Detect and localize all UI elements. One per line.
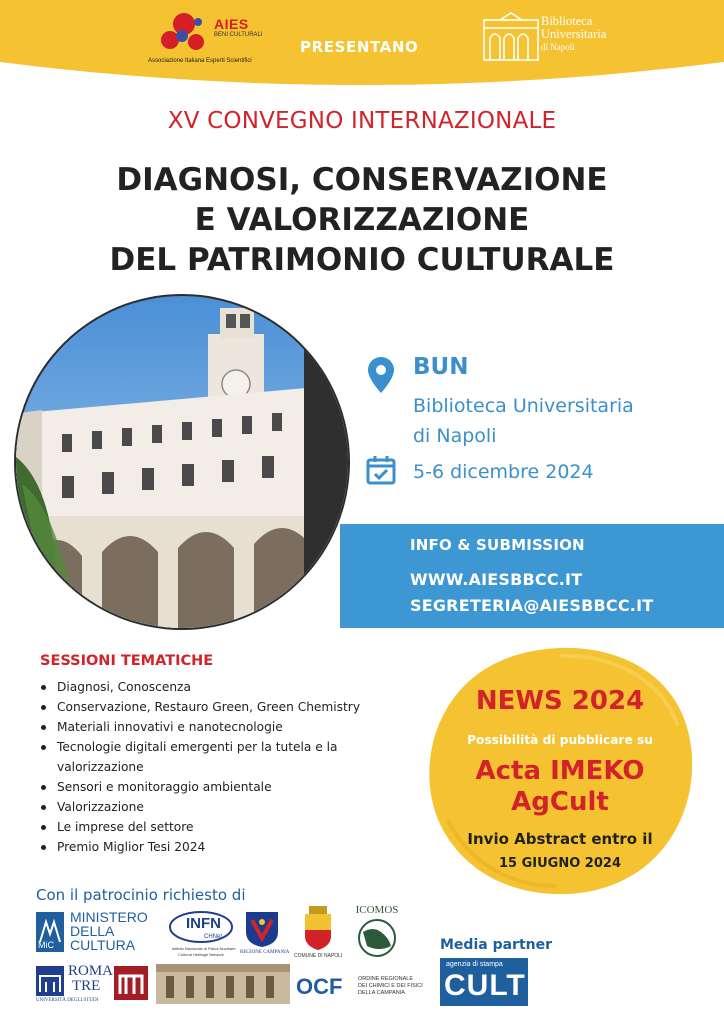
roma-tre-logo <box>36 964 112 1004</box>
venue-short: BUN <box>413 354 469 380</box>
main-title-line3: DEL PATRIMONIO CULTURALE <box>109 242 615 278</box>
infn-caption2: Cultural Heritage Network <box>178 952 224 957</box>
abstract-deadline-date: 15 GIUGNO 2024 <box>499 856 621 871</box>
session-item: Sensori e monitoraggio ambientale <box>38 777 418 797</box>
info-title: INFO & SUBMISSION <box>410 536 585 554</box>
campania-emblem-icon <box>244 910 280 948</box>
mic-line2: DELLA <box>70 923 115 939</box>
event-date: 5-6 dicembre 2024 <box>413 461 594 483</box>
museum-m-logo <box>114 966 148 1000</box>
cult-agency-text: agenzia di stampa <box>446 961 503 968</box>
infn-sub: CHNet <box>204 934 223 940</box>
cult-text: CULT <box>444 969 526 1002</box>
ocf-line1: ORDINE REGIONALE <box>358 976 414 982</box>
roma-tre-line1: ROMA <box>68 963 114 979</box>
presentano-label: PRESENTANO <box>300 38 419 56</box>
mic-abbr: MiC <box>38 940 54 950</box>
napoli-emblem-icon <box>303 906 333 950</box>
campania-text: REGIONE CAMPANIA <box>240 950 290 955</box>
session-item: Tecnologie digitali emergenti per la tutela e la valorizzazione <box>38 737 418 777</box>
venue-name-line2: di Napoli <box>413 425 497 447</box>
comune-napoli-logo <box>294 906 342 964</box>
venue-name-line1: Biblioteca Universitaria <box>413 395 634 417</box>
roma-tre-line2: TRE <box>72 978 101 994</box>
biblioteca-line3: di Napoli <box>541 42 575 52</box>
roma-tre-sub: UNIVERSITÀ DEGLI STUDI <box>36 998 99 1003</box>
news-title: NEWS 2024 <box>475 686 645 716</box>
mic-logo <box>36 910 160 954</box>
icomos-globe-icon <box>355 918 399 958</box>
session-item: Conservazione, Restauro Green, Green Chemistry <box>38 697 418 717</box>
email-link[interactable]: SEGRETERIA@AIESBBCC.IT <box>410 596 654 615</box>
infn-text: INFN <box>186 915 221 932</box>
biblioteca-logo-text <box>541 15 606 54</box>
ocf-caption <box>358 976 423 997</box>
infn-caption: Istituto Nazionale di Fisica Nucleare <box>172 946 236 951</box>
journal-acta-imeko: Acta IMEKO <box>475 756 645 786</box>
convegno-title: XV CONVEGNO INTERNAZIONALE <box>167 108 557 134</box>
website-link[interactable]: WWW.AIESBBCC.IT <box>410 570 583 589</box>
courtyard-photo <box>12 294 352 630</box>
aies-logo-text: AIES <box>214 16 249 32</box>
ocf-line2: DEI CHIMICI E DEI FISICI <box>358 983 423 989</box>
abstract-deadline-label: Invio Abstract entro il <box>467 830 653 848</box>
regione-campania-logo <box>240 910 290 958</box>
main-title <box>0 160 724 280</box>
mic-line3: CULTURA <box>70 937 136 953</box>
session-item: Materiali innovativi e nanotecnologie <box>38 717 418 737</box>
biblioteca-line1: Biblioteca <box>541 14 593 28</box>
patrocinio-label: Con il patrocinio richiesto di <box>36 886 246 904</box>
biblioteca-line2: Universitaria <box>541 27 607 41</box>
session-item: Premio Miglior Tesi 2024 <box>38 837 418 857</box>
mic-line1: MINISTERO <box>70 909 148 925</box>
napoli-text: COMUNE DI NAPOLI <box>294 953 343 959</box>
sessions-list <box>38 677 418 857</box>
aies-logo-sub: BENI CULTURALI <box>214 32 263 38</box>
ocf-text: OCF <box>296 974 343 999</box>
building-facade-logo <box>156 964 290 1004</box>
calendar-icon <box>366 455 396 485</box>
session-item: Le imprese del settore <box>38 817 418 837</box>
main-title-line2: E VALORIZZAZIONE <box>194 202 530 238</box>
session-item: Diagnosi, Conoscenza <box>38 677 418 697</box>
news-subtitle: Possibilità di pubblicare su <box>467 733 653 747</box>
roma-tre-emblem-icon <box>36 966 64 996</box>
cult-logo <box>440 958 528 1006</box>
location-pin-icon <box>368 357 394 393</box>
ocf-line3: DELLA CAMPANIA <box>358 990 405 996</box>
media-partner-label: Media partner <box>440 937 552 953</box>
icomos-logo <box>348 904 406 958</box>
aies-caption: Associazione Italiana Esperti Scientifici <box>148 58 252 64</box>
main-title-line1: DIAGNOSI, CONSERVAZIONE <box>116 162 608 198</box>
icomos-text: ICOMOS <box>355 904 399 916</box>
infn-logo <box>168 910 234 960</box>
journal-agcult: AgCult <box>511 787 609 817</box>
sessions-title: SESSIONI TEMATICHE <box>40 653 214 669</box>
ocf-logo <box>296 972 430 1002</box>
session-item: Valorizzazione <box>38 797 418 817</box>
